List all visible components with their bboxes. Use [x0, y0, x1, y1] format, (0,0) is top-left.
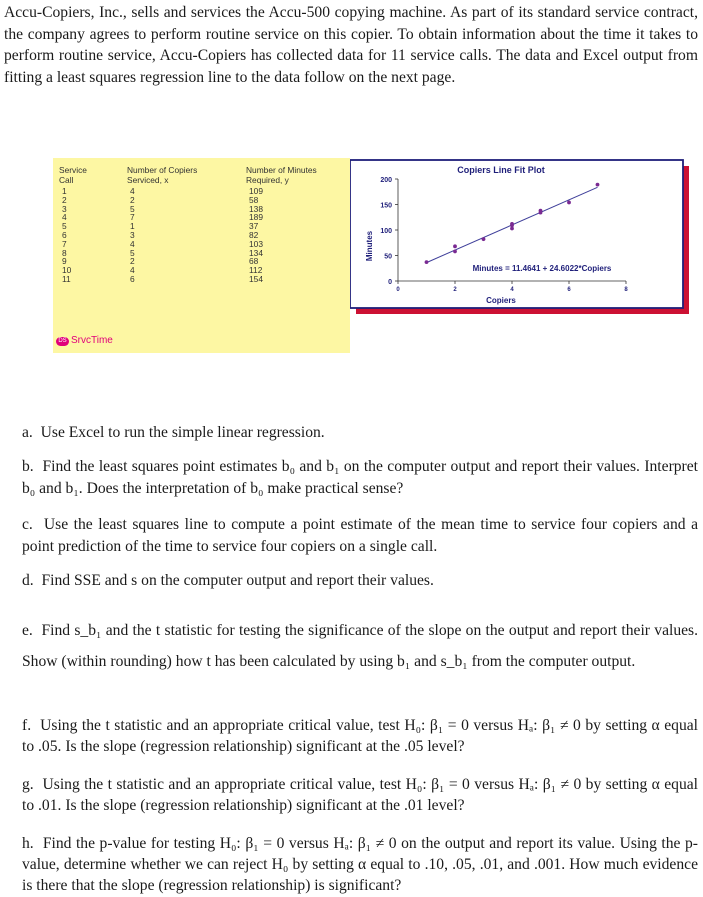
question-label: d. — [22, 572, 34, 589]
table-cell: 2 — [62, 194, 67, 205]
table-cell: 68 — [249, 256, 259, 267]
table-cell: 5 — [62, 221, 67, 232]
question-h — [22, 833, 698, 896]
table-cell: 7 — [62, 238, 67, 249]
data-point — [596, 183, 600, 187]
y-tick-label: 150 — [380, 202, 392, 210]
question-f — [22, 715, 698, 757]
table-cell: 82 — [249, 229, 259, 240]
question-b — [22, 456, 698, 499]
table-cell: 2 — [130, 194, 135, 205]
data-file-label — [56, 335, 113, 346]
table-cell: 109 — [249, 186, 263, 196]
minutes-header — [246, 165, 356, 185]
data-point — [425, 260, 429, 264]
header-line: Number of Minutes — [246, 165, 317, 175]
data-point — [453, 244, 457, 248]
y-axis-label: Minutes — [365, 230, 374, 262]
line-fit-chart — [350, 158, 694, 318]
table-cell: 3 — [62, 203, 67, 214]
table-cell: 154 — [249, 273, 263, 284]
table-cell: 11 — [62, 273, 71, 284]
table-cell: 134 — [249, 247, 263, 258]
table-cell: 7 — [130, 212, 135, 223]
table-cell: 103 — [249, 238, 263, 249]
table-cell: 6 — [130, 273, 135, 284]
question-text: Find the least squares point estimates b₀ and b₁ on the computer output and report their values. Interpret b₀ and b₁. Does the interpretation of b₀ make practical sense? — [22, 458, 699, 497]
table-cell: 4 — [130, 265, 135, 276]
table-cell: 1 — [62, 186, 67, 196]
data-point — [482, 237, 486, 241]
question-text: Find the p-value for testing H₀: β₁ = 0 versus Hₐ: β₁ ≠ 0 on the output and report its value. Using the p-value, determine whether we can reject H₀ by setting α equal to .10, .05, .01, and .001. How much evidence is there that the slope (regression relationship) is significant? — [22, 835, 699, 894]
data-point — [510, 227, 514, 231]
table-cell: 58 — [249, 194, 259, 205]
question-label: a. — [22, 424, 33, 441]
x-tick-label: 0 — [396, 287, 400, 293]
question-text: Using the t statistic and an appropriate critical value, test H₀: β₁ = 0 versus Hₐ: β₁ ≠ 0 by setting α equal to .05. Is the slope (regression relationship) significant at the .05 level? — [22, 717, 698, 755]
question-label: b. — [22, 458, 34, 475]
table-cell: 4 — [130, 238, 135, 249]
question-label: f. — [22, 717, 32, 734]
question-text: Find s_b₁ and the t statistic for testing the significance of the slope on the output and report their values. Show (within rounding) how t has been calculated by using b₁ and s_b₁ from the computer output. — [22, 622, 699, 670]
chart-title: Copiers Line Fit Plot — [457, 165, 545, 175]
table-cell: 3 — [130, 229, 135, 240]
question-label: e. — [22, 622, 33, 639]
question-g — [22, 774, 698, 816]
table-cell: 138 — [249, 203, 263, 214]
minutes-values — [246, 187, 356, 284]
table-cell: 189 — [249, 212, 263, 223]
figure — [53, 158, 665, 358]
service-call-header — [59, 165, 99, 185]
question-c — [22, 514, 698, 557]
header-line: Call — [59, 175, 74, 185]
question-label: g. — [22, 776, 34, 793]
x-tick-label: 6 — [567, 287, 571, 293]
table-cell: 2 — [130, 256, 135, 267]
header-line: Serviced, x — [127, 175, 169, 185]
data-point — [510, 222, 514, 226]
x-tick-label: 8 — [624, 287, 628, 293]
table-cell: 1 — [130, 221, 135, 232]
table-cell: 5 — [130, 203, 135, 214]
data-set-icon: DS — [56, 337, 69, 346]
table-cell: 10 — [62, 265, 72, 276]
copiers-header — [127, 165, 237, 185]
minutes-column — [246, 165, 356, 284]
regression-equation: Minutes = 11.4641 + 24.6022*Copiers — [472, 264, 612, 273]
table-cell: 6 — [62, 229, 67, 240]
table-cell: 5 — [130, 247, 135, 258]
y-tick-label: 50 — [384, 253, 392, 261]
header-line: Service — [59, 165, 87, 175]
copiers-values — [127, 187, 237, 284]
table-cell: 4 — [62, 212, 67, 223]
data-point — [567, 201, 571, 205]
service-call-values — [59, 187, 99, 284]
question-label: h. — [22, 835, 34, 852]
question-text: Find SSE and s on the computer output and report their values. — [41, 572, 434, 589]
y-tick-label: 100 — [380, 228, 392, 235]
x-axis-label: Copiers — [486, 296, 516, 305]
copiers-column — [127, 165, 237, 284]
x-tick-label: 4 — [510, 287, 514, 293]
intro-paragraph: Accu-Copiers, Inc., sells and services the Accu-500 copying machine. As part of its standard service contract, the company agrees to perform routine service on this copier. To obtain information about the time it takes to perform routine service, Accu-Copiers has collected data for 11 service calls. The data and Excel output from fitting a least squares regression line to the data follow on the next page. — [4, 4, 698, 86]
question-text: Use Excel to run the simple linear regression. — [40, 424, 325, 441]
table-cell: 9 — [62, 256, 67, 267]
chart-frame — [350, 160, 683, 308]
data-file-name: SrvcTime — [71, 335, 113, 346]
table-cell: 8 — [62, 247, 67, 258]
chart-svg — [350, 158, 694, 318]
question-text: Using the t statistic and an appropriate critical value, test H₀: β₁ = 0 versus Hₐ: β₁ ≠ 0 by setting α equal to .01. Is the slope (regression relationship) significant at the .01 level? — [22, 776, 698, 814]
data-point — [539, 211, 543, 215]
header-line: Number of Copiers — [127, 165, 198, 175]
question-e — [22, 616, 698, 677]
question-d — [22, 572, 698, 590]
question-a — [22, 424, 698, 442]
question-text: Use the least squares line to compute a point estimate of the mean time to service four copiers and a point prediction of the time to service four copiers on a single call. — [22, 516, 698, 555]
table-cell: 4 — [130, 186, 135, 196]
y-tick-label: 200 — [380, 177, 392, 184]
service-call-column — [59, 165, 99, 284]
table-cell: 112 — [249, 265, 263, 276]
data-table-panel — [53, 158, 350, 353]
y-tick-label: 0 — [388, 279, 392, 286]
question-label: c. — [22, 516, 33, 533]
header-line: Required, y — [246, 175, 289, 185]
table-cell: 37 — [249, 221, 259, 232]
data-point — [453, 250, 457, 254]
x-tick-label: 2 — [453, 287, 457, 293]
